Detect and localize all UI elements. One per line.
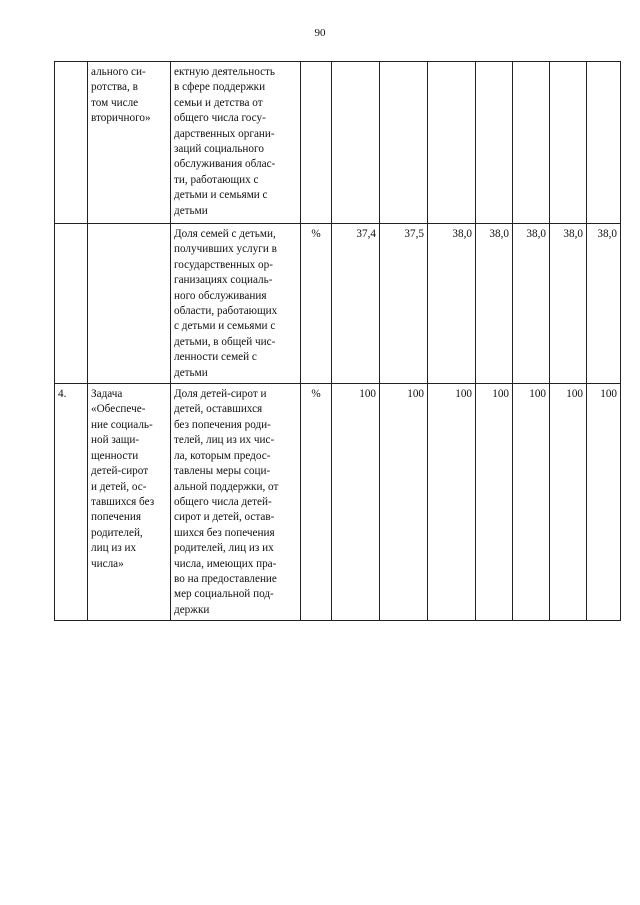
value-cell: 100 [380, 384, 428, 621]
indicator-cell: Доля детей-сирот и детей, оставшихся без попечения роди- телей, лиц из их чис- ла, которым предос- тавлены меры соци- альной поддержки, от общего числа детей- сирот и детей, остав- шихся без попечения родителей, лиц из их числа, имеющих пра- во на предоставление мер социальной под- держки [171, 384, 301, 621]
value-cell: 38,0 [550, 224, 587, 384]
page-number: 90 [314, 27, 326, 39]
indicator-cell: Доля семей с детьми, получивших услуги в государственных ор- ганизациях социаль- ного обслуживания области, работающих с детьми и семьями с детьми, в общей чис- ленности семей с детьми [171, 224, 301, 384]
value-cell: 37,5 [380, 224, 428, 384]
value-cell: 38,0 [428, 224, 476, 384]
value-cell: 100 [476, 384, 513, 621]
value-cell [550, 62, 587, 224]
value-cell: 100 [332, 384, 380, 621]
indicator-cell: ектную деятельность в сфере поддержки семьи и детства от общего числа госу- дарственных органи- заций социального обслуживания облас- ти, работающих с детьми и семьями с детьми [171, 62, 301, 224]
value-cell [380, 62, 428, 224]
row-number-cell: 4. [55, 384, 88, 621]
value-cell [332, 62, 380, 224]
unit-cell: % [301, 384, 332, 621]
value-cell: 100 [587, 384, 621, 621]
table-row [55, 384, 621, 621]
task-cell: Задача «Обеспече- ние социаль- ной защи- щенности детей-сирот и детей, ос- тавшихся без попечения родителей, лиц из их числа» [88, 384, 171, 621]
value-cell: 38,0 [476, 224, 513, 384]
row-number-cell [55, 224, 88, 384]
value-cell: 100 [550, 384, 587, 621]
value-cell [587, 62, 621, 224]
unit-cell [301, 62, 332, 224]
row-number-cell [55, 62, 88, 224]
value-cell: 100 [428, 384, 476, 621]
indicators-table [54, 61, 621, 621]
value-cell: 38,0 [513, 224, 550, 384]
task-cell [88, 224, 171, 384]
unit-cell: % [301, 224, 332, 384]
table-row [55, 224, 621, 384]
value-cell [513, 62, 550, 224]
task-cell: ального си- ротства, в том числе вторичного» [88, 62, 171, 224]
value-cell: 100 [513, 384, 550, 621]
value-cell: 38,0 [587, 224, 621, 384]
value-cell [428, 62, 476, 224]
value-cell: 37,4 [332, 224, 380, 384]
table-row [55, 62, 621, 224]
value-cell [476, 62, 513, 224]
